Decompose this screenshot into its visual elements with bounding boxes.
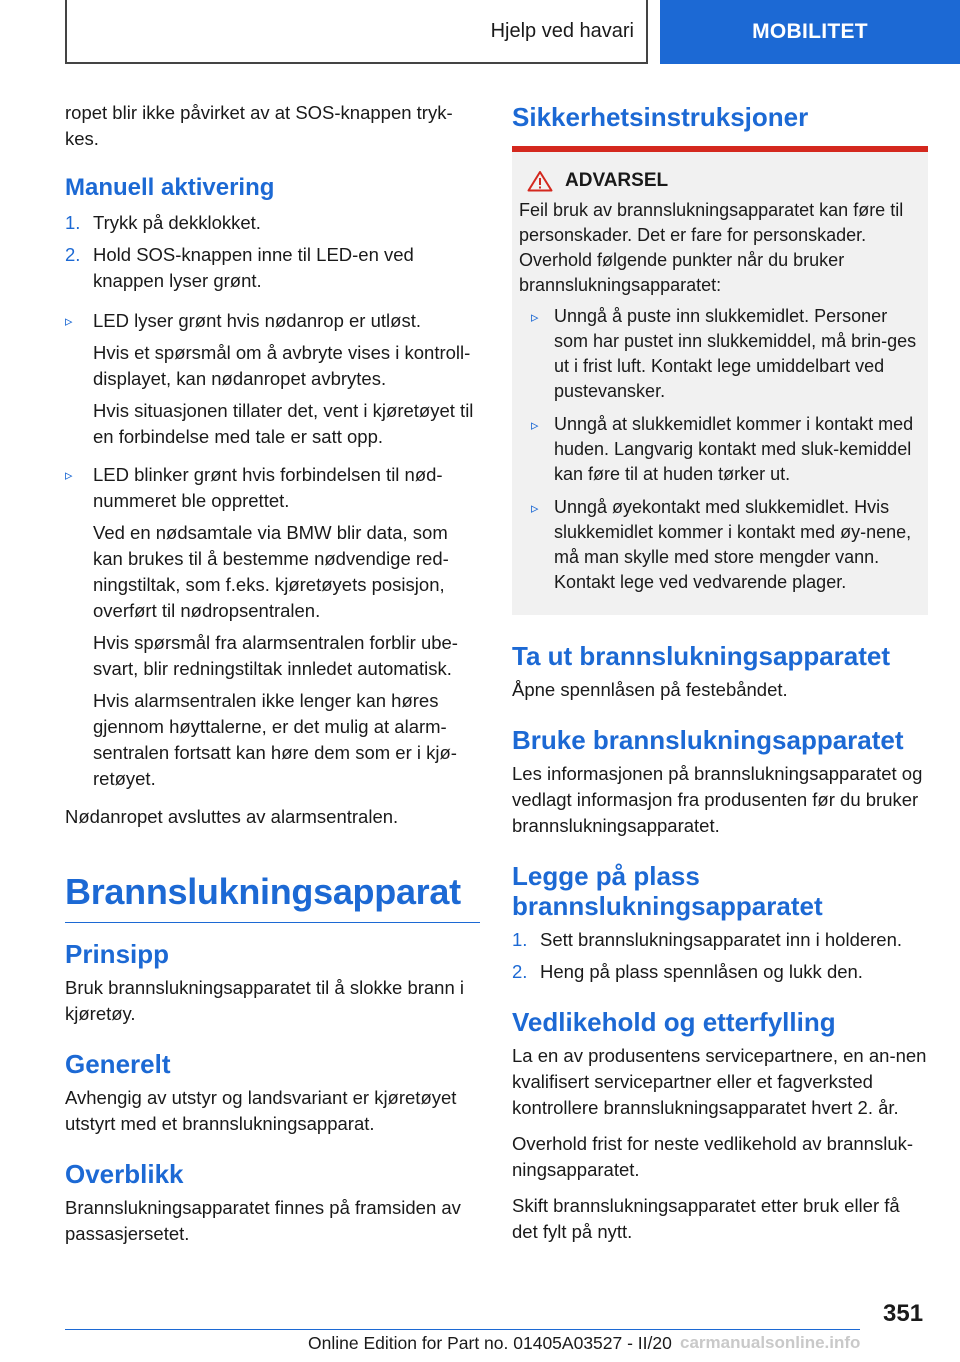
step-number: 2.: [512, 961, 528, 982]
step-number: 2.: [65, 244, 81, 265]
takeout-heading: Ta ut brannslukningsapparatet: [512, 641, 891, 671]
list-item: [531, 495, 922, 595]
chapter-title: Hjelp ved havari: [490, 19, 634, 42]
step-text: Trykk på dekklokket.: [93, 212, 261, 233]
section-tab: [660, 0, 960, 64]
list-item: [512, 959, 928, 985]
list-item: [512, 927, 928, 953]
maintenance-text: Overhold frist for neste vedlikehold av brannsluk-ningsapparatet.: [512, 1133, 914, 1180]
list-item: [65, 210, 480, 236]
warning-box: [512, 146, 928, 615]
watermark-logo: carmanualsonline.info: [680, 1333, 861, 1352]
list-item: [531, 304, 922, 404]
bullet-subtext: Hvis et spørsmål om å avbryte vises i kontroll-displayet, kan nødanropet avbrytes.: [93, 342, 471, 389]
section-title: MOBILITET: [752, 20, 868, 43]
place-heading-line: brannslukningsapparatet: [512, 891, 823, 921]
heading-rule: [65, 922, 480, 923]
warning-triangle-icon: [527, 170, 553, 192]
generelt-heading: Generelt: [65, 1049, 171, 1079]
triangle-bullet-icon: ▹: [531, 417, 539, 434]
overblikk-heading: Overblikk: [65, 1159, 184, 1189]
end-text: Nødanropet avsluttes av alarmsentralen.: [65, 806, 399, 827]
warning-item-text: Unngå øyekontakt med slukkemidlet. Hvis slukkemidlet kommer i kontakt med øy-nene, må man skylle med store mengder vann. Kontakt lege ved vedvarende plager.: [554, 497, 912, 592]
triangle-bullet-icon: ▹: [531, 500, 539, 517]
generelt-text: Avhengig av utstyr og landsvariant er kjøretøyet utstyrt med et brannslukningsapparat.: [65, 1087, 457, 1134]
step-number: 1.: [512, 929, 528, 950]
bullet-subtext: Hvis situasjonen tillater det, vent i kjøretøyet til en forbindelse med tale er satt opp.: [93, 400, 474, 447]
maintenance-heading: Vedlikehold og etterfylling: [512, 1007, 836, 1037]
chapter-tab: [65, 0, 648, 64]
list-item: [65, 242, 480, 294]
step-text: Sett brannslukningsapparatet inn i holderen.: [540, 929, 903, 950]
prinsipp-heading: Prinsipp: [65, 939, 170, 969]
bullet-subtext: Hvis alarmsentralen ikke lenger kan høres gjennom høyttalerne, er det mulig at alarm-sentralen fortsatt kan høre dem som er i kjø-retøyet.: [93, 690, 457, 789]
list-item: [531, 412, 922, 487]
safety-heading: Sikkerhetsinstruksjoner: [512, 102, 809, 132]
step-text: Heng på plass spennlåsen og lukk den.: [540, 961, 863, 982]
intro-text: ropet blir ikke påvirket av at SOS-knappen tryk-kes.: [65, 102, 453, 149]
warning-header: [527, 170, 922, 192]
prinsipp-text: Bruk brannslukningsapparatet til å slokke brann i kjøretøy.: [65, 977, 465, 1024]
edition-text: Online Edition for Part no. 01405A03527 - II/20: [308, 1333, 672, 1353]
footer-rule: [65, 1329, 860, 1330]
warning-label: ADVARSEL: [565, 170, 669, 191]
main-heading: Brannslukningsapparat: [65, 871, 461, 912]
maintenance-text: Skift brannslukningsapparatet etter bruk eller få det fylt på nytt.: [512, 1195, 900, 1242]
place-heading-line: Legge på plass: [512, 861, 700, 891]
list-item: [65, 308, 480, 456]
step-text: Hold SOS-knappen inne til LED-en ved knappen lyser grønt.: [93, 244, 414, 291]
warning-text: Feil bruk av brannslukningsapparatet kan føre til personskader. Det er fare for personskader. Overhold følgende punkter når du bruker brannslukningsapparatet:: [519, 200, 904, 295]
warning-item-text: Unngå å puste inn slukkemidlet. Personer som har pustet inn slukkemiddel, må brin-ges ut i frist luft. Kontakt lege umiddelbart ved pustevansker.: [554, 306, 917, 401]
maintenance-text: La en av produsentens servicepartnere, en an-nen kvalifisert servicepartner eller et fagverksted kontrollere brannslukningsapparatet hvert 2. år.: [512, 1045, 927, 1118]
step-number: 1.: [65, 212, 81, 233]
overblikk-text: Brannslukningsapparatet finnes på framsiden av passasjersetet.: [65, 1197, 461, 1244]
manual-activation-heading: Manuell aktivering: [65, 174, 275, 201]
place-heading: [512, 861, 928, 921]
right-column: [512, 100, 928, 1255]
bullet-subtext: Ved en nødsamtale via BMW blir data, som kan brukes til å bestemme nødvendige red-ningstiltak, som f.eks. kjøretøyets posisjon, overført til nødropsentralen.: [93, 522, 449, 621]
bullet-subtext: Hvis spørsmål fra alarmsentralen forblir ube-svart, blir redningstiltak innledet automatisk.: [93, 632, 458, 679]
bullet-text: LED lyser grønt hvis nødanrop er utløst.: [93, 310, 421, 331]
left-column: [65, 100, 480, 1257]
triangle-bullet-icon: ▹: [65, 467, 73, 484]
bullet-text: LED blinker grønt hvis forbindelsen til nød-nummeret ble opprettet.: [93, 464, 443, 511]
warning-item-text: Unngå at slukkemidlet kommer i kontakt med huden. Langvarig kontakt med sluk-kemiddel kan føre til at huden tørker ut.: [554, 414, 914, 484]
list-item: [65, 462, 480, 798]
use-heading: Bruke brannslukningsapparatet: [512, 725, 904, 755]
triangle-bullet-icon: ▹: [65, 313, 73, 330]
page-number: 351: [883, 1300, 924, 1327]
triangle-bullet-icon: ▹: [531, 309, 539, 326]
takeout-text: Åpne spennlåsen på festebåndet.: [512, 679, 788, 700]
use-text: Les informasjonen på brannslukningsapparatet og vedlagt informasjon fra produsenten før du bruker brannslukningsapparatet.: [512, 763, 923, 836]
